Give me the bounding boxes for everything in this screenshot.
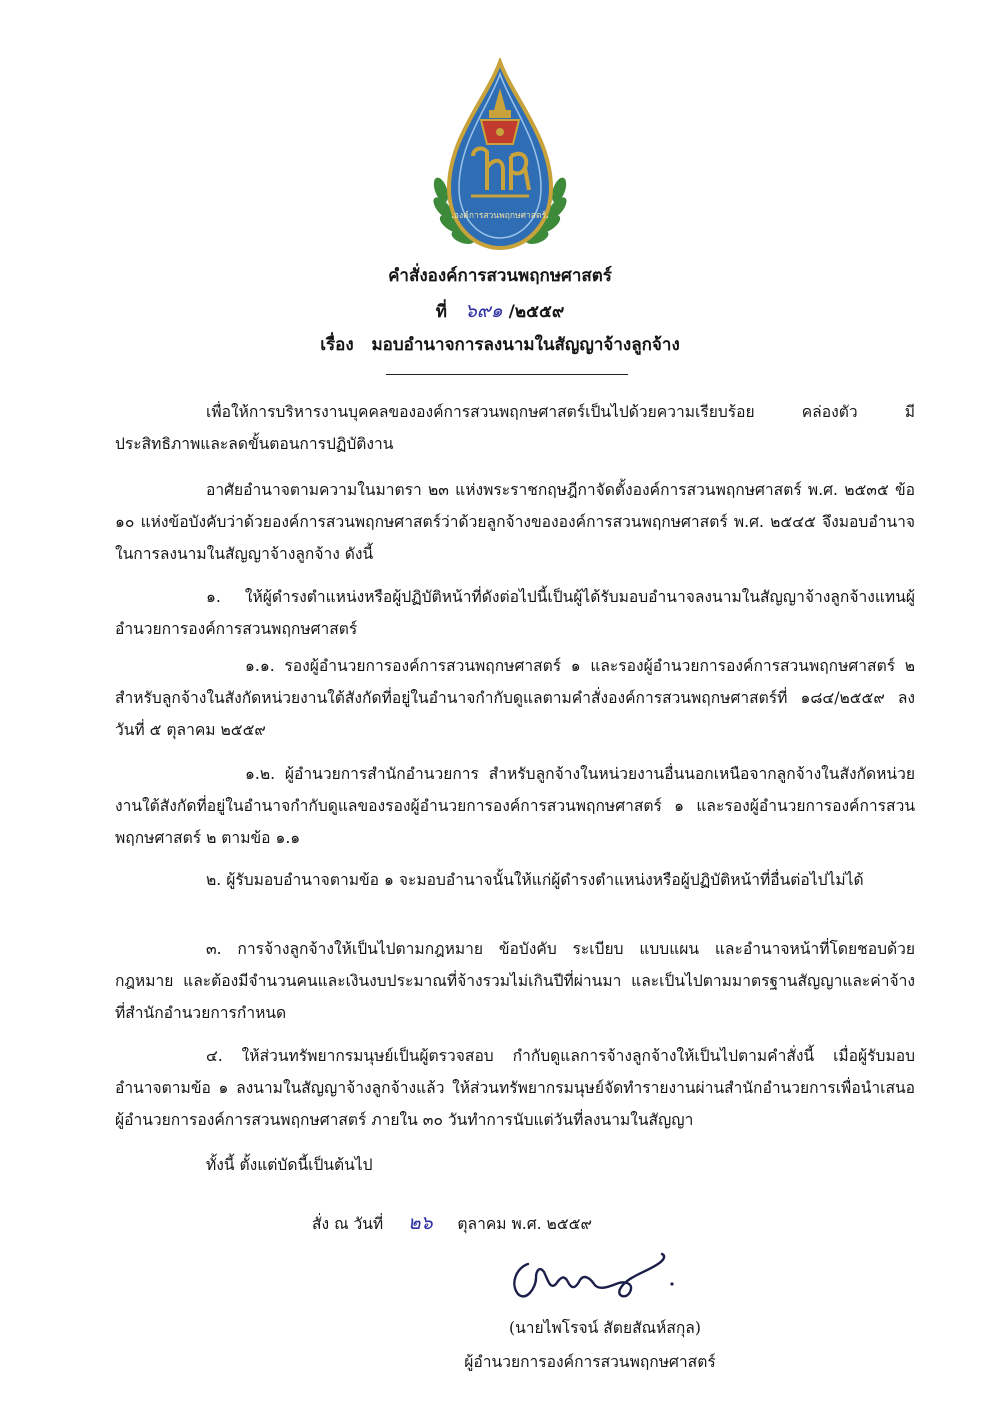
order-number-handwritten: ๖๙๑ [464,300,503,322]
signer-position: ผู้อำนวยการองค์การสวนพฤกษศาสตร์ [464,1353,716,1371]
emblem-text: องค์การสวนพฤกษศาสตร์ [453,211,547,221]
subject-text: มอบอำนาจการลงนามในสัญญาจ้างลูกจ้าง [371,335,680,355]
signature-image [506,1244,688,1306]
subject-label: เรื่อง [320,335,354,355]
date-suffix: ตุลาคม พ.ศ. ๒๕๕๙ [457,1215,592,1233]
header-divider [386,374,628,375]
order-subject-line [0,331,1000,358]
date-prefix: สั่ง ณ วันที่ [312,1215,384,1233]
date-day-handwritten: ๒๖ [408,1212,433,1234]
order-title: คำสั่งองค์การสวนพฤกษศาสตร์ [388,266,612,286]
organization-emblem-logo [427,58,573,256]
paragraph-clause-1-1: ๑.๑. รองผู้อำนวยการองค์การสวนพฤกษศาสตร์ ๑ และรองผู้อำนวยการองค์การสวนพฤกษศาสตร์ ๒ สำหรับลูกจ้างในสังกัดหน่วยงานใต้สังกัดที่อยู่ในอำนาจกำกับดูแลตามคำสั่งองค์การสวนพฤกษศาสตร์ที่ ๑๘๔/๒๕๕๙ ลงวันที่ ๕ ตุลาคม ๒๕๕๙ [115,657,915,739]
paragraph-authority: อาศัยอำนาจตามความในมาตรา ๒๓ แห่งพระราชกฤษฎีกาจัดตั้งองค์การสวนพฤกษศาสตร์ พ.ศ. ๒๕๓๕ ข้อ ๑๐ แห่งข้อบังคับว่าด้วยองค์การสวนพฤกษศาสตร์ว่าด้วยลูกจ้างขององค์การสวนพฤกษศาสตร์ พ.ศ. ๒๕๔๕ จึงมอบอำนาจในการลงนามในสัญญาจ้างลูกจ้าง ดังนี้ [115,481,915,563]
order-number-suffix: /๒๕๕๙ [508,302,565,322]
signer-name: (นายไพโรจน์ สัตยสัณห์สกุล) [509,1319,701,1337]
paragraph-effective: ทั้งนี้ ตั้งแต่บัดนี้เป็นต้นไป [206,1156,373,1174]
paragraph-clause-3: ๓. การจ้างลูกจ้างให้เป็นไปตามกฎหมาย ข้อบังคับ ระเบียบ แบบแผน และอำนาจหน้าที่โดยชอบด้วยกฎหมาย และต้องมีจำนวนคนและเงินงบประมาณที่จ้างรวมไม่เกินปีที่ผ่านมา และเป็นไปตามมาตรฐานสัญญาและค่าจ้างที่สำนักอำนวยการกำหนด [115,940,915,1022]
paragraph-clause-4: ๔. ให้ส่วนทรัพยากรมนุษย์เป็นผู้ตรวจสอบ กำกับดูแลการจ้างลูกจ้างให้เป็นไปตามคำสั่งนี้ เมื่อผู้รับมอบอำนาจตามข้อ ๑ ลงนามในสัญญาจ้างลูกจ้างแล้ว ให้ส่วนทรัพยากรมนุษย์จัดทำรายงานผ่านสำนักอำนวยการเพื่อนำเสนอผู้อำนวยการองค์การสวนพฤกษศาสตร์ ภายใน ๓๐ วันทำการนับแต่วันที่ลงนามในสัญญา [115,1047,915,1129]
paragraph-clause-1: ๑. ให้ผู้ดำรงตำแหน่งหรือผู้ปฏิบัติหน้าที่ดังต่อไปนี้เป็นผู้ได้รับมอบอำนาจลงนามในสัญญาจ้างลูกจ้างแทนผู้อำนวยการองค์การสวนพฤกษศาสตร์ [115,588,915,638]
paragraph-clause-2: ๒. ผู้รับมอบอำนาจตามข้อ ๑ จะมอบอำนาจนั้นให้แก่ผู้ดำรงตำแหน่งหรือผู้ปฏิบัติหน้าที่อื่นต่อไปไม่ได้ [206,871,864,889]
paragraph-clause-1-2: ๑.๒. ผู้อำนวยการสำนักอำนวยการ สำหรับลูกจ้างในหน่วยงานอื่นนอกเหนือจากลูกจ้างในสังกัดหน่วยงานใต้สังกัดที่อยู่ในอำนาจกำกับดูแลของรองผู้อำนวยการองค์การสวนพฤกษศาสตร์ ๑ และรองผู้อำนวยการองค์การสวนพฤกษศาสตร์ ๒ ตามข้อ ๑.๑ [115,765,915,847]
order-date-line [312,1208,592,1238]
paragraph-purpose: เพื่อให้การบริหารงานบุคคลขององค์การสวนพฤกษศาสตร์เป็นไปด้วยความเรียบร้อย คล่องตัว มีประสิทธิภาพและลดขั้นตอนการปฏิบัติงาน [115,403,915,453]
order-number-prefix: ที่ [435,302,447,322]
order-number-line [0,296,1000,326]
